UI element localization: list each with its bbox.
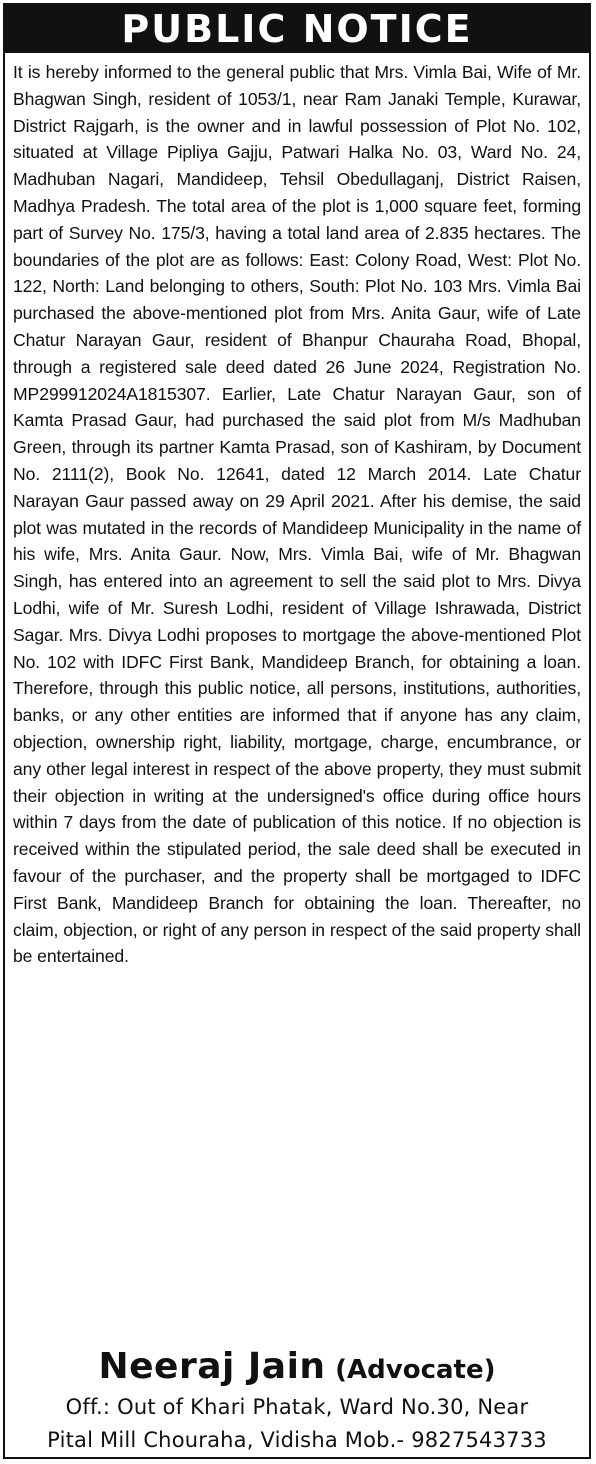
notice-title: PUBLIC NOTICE (5, 5, 589, 53)
public-notice-box (3, 3, 591, 1459)
notice-body-paragraph: It is hereby informed to the general public that Mrs. Vimla Bai, Wife of Mr. Bhagwan Singh, resident of 1053/1, near Ram Janaki Temple, Kurawar, District Rajgarh, is the owner and in lawful possession of Plot No. 102, situated at Village Pipliya Gajju, Patwari Halka No. 03, Ward No. 24, Madhuban Nagari, Mandideep, Tehsil Obedullaganj, District Raisen, Madhya Pradesh. The total area of the plot is 1,000 square feet, forming part of Survey No. 175/3, having a total land area of 2.835 hectares. The boundaries of the plot are as follows: East: Colony Road, West: Plot No. 122, North: Land belonging to others, South: Plot No. 103 Mrs. Vimla Bai purchased the above-mentioned plot from Mrs. Anita Gaur, wife of Late Chatur Narayan Gaur, resident of Bhanpur Chauraha Road, Bhopal, through a registered sale deed dated 26 June 2024, Registration No. MP299912024A1815307. Earlier, Late Chatur Narayan Gaur, son of Kamta Prasad Gaur, had purchased the said plot from M/s Madhuban Green, through its partner Kamta Prasad, son of Kashiram, by Document No. 2111(2), Book No. 12641, dated 12 March 2014. Late Chatur Narayan Gaur passed away on 29 April 2021. After his demise, the said plot was mutated in the records of Mandideep Municipality in the name of his wife, Mrs. Anita Gaur. Now, Mrs. Vimla Bai, wife of Mr. Bhagwan Singh, has entered into an agreement to sell the said plot to Mrs. Divya Lodhi, wife of Mr. Suresh Lodhi, resident of Village Ishrawada, District Sagar. Mrs. Divya Lodhi proposes to mortgage the above-mentioned Plot No. 102 with IDFC First Bank, Mandideep Branch, for obtaining a loan. Therefore, through this public notice, all persons, institutions, authorities, banks, or any other entities are informed that if anyone has any claim, objection, ownership right, liability, mortgage, charge, encumbrance, or any other legal interest in respect of the above property, they must submit their objection in writing at the undersigned's office during office hours within 7 days from the date of publication of this notice. If no objection is received within the stipulated period, the sale deed shall be executed in favour of the purchaser, and the property shall be mortgaged to IDFC First Bank, Mandideep Branch for obtaining the loan. Thereafter, no claim, objection, or right of any person in respect of the said property shall be entertained. (13, 62, 581, 967)
advocate-role: (Advocate) (335, 1355, 496, 1385)
notice-body (5, 53, 589, 970)
advocate-signature (5, 1345, 589, 1395)
address-line-1: Off.: Out of Khari Phatak, Ward No.30, Near (65, 1395, 529, 1419)
advocate-name: Neeraj Jain (98, 1346, 326, 1387)
address-line-2: Pital Mill Chouraha, Vidisha Mob.- 9827543733 (47, 1428, 547, 1452)
advocate-address (5, 1391, 589, 1457)
